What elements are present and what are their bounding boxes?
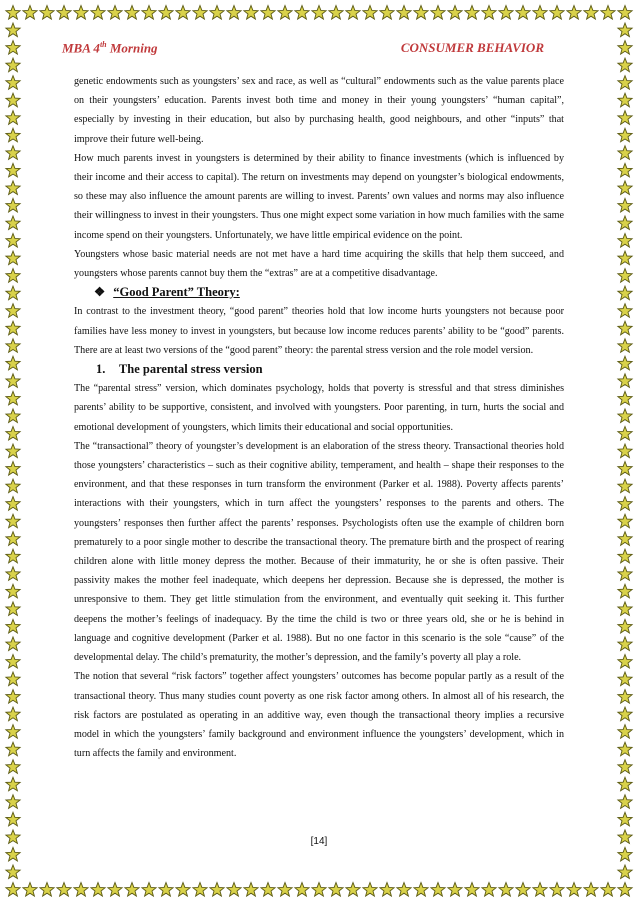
border-star-icon [618, 812, 632, 826]
border-star-icon [6, 427, 20, 441]
border-star-icon [40, 883, 54, 897]
border-star-icon [618, 514, 632, 528]
border-star-icon [6, 532, 20, 546]
border-star-icon [618, 216, 632, 230]
border-star-icon [550, 6, 564, 20]
border-star-icon [278, 6, 292, 20]
border-star-icon [618, 619, 632, 633]
border-star-icon [6, 391, 20, 405]
border-star-icon [397, 6, 411, 20]
border-star-icon [6, 514, 20, 528]
border-star-icon [6, 795, 20, 809]
border-star-icon [618, 146, 632, 160]
border-star-icon [6, 865, 20, 879]
border-star-icon [465, 883, 479, 897]
border-star-icon [261, 6, 275, 20]
border-star-icon [618, 6, 632, 20]
border-star-icon [6, 321, 20, 335]
border-star-icon [6, 655, 20, 669]
border-star-icon [618, 742, 632, 756]
border-star-icon [618, 777, 632, 791]
border-star-icon [57, 6, 71, 20]
border-star-icon [6, 23, 20, 37]
body-paragraph: The notion that several “risk factors” together affect youngsters’ outcomes has become popular partly as a result of the transactional theory. Thus many studies count poverty as one risk factor among others. In almost all of his research, the risk factors are postulated as operating in an additive way, even though the transactional theory implies a recursive model in which the youngsters’ family background and environment influence the youngsters’ development, which in turn affects the family and environment. [74, 671, 564, 760]
border-star-icon [618, 251, 632, 265]
border-star-icon [312, 883, 326, 897]
subsection-heading [74, 360, 564, 379]
border-star-icon [618, 286, 632, 300]
border-star-icon [414, 883, 428, 897]
border-star-icon [227, 883, 241, 897]
border-star-icon [618, 725, 632, 739]
border-star-icon [6, 742, 20, 756]
border-star-icon [6, 6, 20, 20]
course-label: MBA 4th Morning [62, 40, 158, 56]
border-star-icon [618, 532, 632, 546]
border-star-icon [6, 812, 20, 826]
border-star-icon [533, 6, 547, 20]
border-star-icon [6, 76, 20, 90]
border-star-icon [142, 6, 156, 20]
border-star-icon [227, 6, 241, 20]
border-star-icon [346, 6, 360, 20]
border-star-icon [176, 883, 190, 897]
border-star-icon [210, 6, 224, 20]
border-star-icon [6, 304, 20, 318]
border-star-icon [159, 6, 173, 20]
border-star-icon [380, 883, 394, 897]
border-star-icon [499, 6, 513, 20]
diamond-bullet-icon: ❖ [94, 285, 106, 300]
border-star-icon [516, 6, 530, 20]
border-star-icon [295, 6, 309, 20]
body-paragraph: The “parental stress” version, which dominates psychology, holds that poverty is stressful and that stress diminishes parents’ ability to be supportive, consistent, and involved with youngsters. Poor parenting, in turn, hurts the social and emotional development of youngsters, which limits their educational and social opportunities. [74, 383, 564, 433]
border-star-icon [618, 883, 632, 897]
border-star-icon [6, 339, 20, 353]
border-star-icon [329, 883, 343, 897]
border-star-icon [618, 356, 632, 370]
border-star-icon [363, 6, 377, 20]
border-star-icon [431, 6, 445, 20]
border-star-icon [584, 6, 598, 20]
border-star-icon [6, 356, 20, 370]
border-star-icon [91, 6, 105, 20]
border-star-icon [618, 339, 632, 353]
border-star-icon [601, 883, 615, 897]
border-star-icon [618, 163, 632, 177]
border-star-icon [159, 883, 173, 897]
border-star-icon [618, 111, 632, 125]
border-star-icon [193, 6, 207, 20]
border-star-icon [397, 883, 411, 897]
border-star-icon [618, 847, 632, 861]
border-star-icon [6, 497, 20, 511]
border-star-icon [6, 847, 20, 861]
border-star-icon [618, 497, 632, 511]
border-star-icon [193, 883, 207, 897]
border-star-icon [295, 883, 309, 897]
page-number: [14] [310, 836, 328, 847]
border-star-icon [601, 6, 615, 20]
border-star-icon [74, 6, 88, 20]
border-star-icon [618, 795, 632, 809]
body-paragraph: The “transactional” theory of youngster’s development is an elaboration of the stress theory. Transactional theories hold those youngsters’ characteristics – such as their cognitive ability, temperament, and health – shape their responses to the environment, and that these responses in turn transform the environment (Parker et al. 1988). Poverty affects parents’ interactions with their youngsters, which in turn affect the youngsters’ responses to the parents and others. The youngsters’ responses then further affect the parents’ responses. Psychologists often use the example of children born prematurely to a poor single mother to describe the transactional theory. The premature birth and the prospect of rearing children alone with little money depress the mother. Because of their immaturity, he or she is often passive. Their passivity makes the mother feel inadequate, which deepens her depression. Because she is depressed, the mother is unresponsive to them. They get little stimulation from the environment, and eventually quit seeking it. This further deepens the mother’s feelings of inadequacy. By the time the child is two or three years old, she or he is behind in language and cognitive development (Parker et al. 1988). But no one factor in this scenario is the sole “cause” of the developmental delay. The child’s prematurity, the mother’s depression, and the family’s poverty all play a role. [74, 440, 564, 664]
border-star-icon [618, 321, 632, 335]
border-star-icon [618, 462, 632, 476]
border-star-icon [363, 883, 377, 897]
border-star-icon [6, 479, 20, 493]
border-star-icon [618, 584, 632, 598]
border-star-icon [550, 883, 564, 897]
border-star-icon [6, 602, 20, 616]
border-star-icon [6, 234, 20, 248]
border-star-icon [6, 163, 20, 177]
border-star-icon [125, 883, 139, 897]
border-star-icon [618, 602, 632, 616]
border-star-icon [618, 865, 632, 879]
body-paragraph: In contrast to the investment theory, “good parent” theories hold that low income hurts youngsters not because poor families have less money to invest in youngsters, but because low income reduces parents’ ability to be “good” parents. There are at least two versions of the “good parent” theory: the parental stress version and the role model version. [74, 306, 564, 356]
border-star-icon [329, 6, 343, 20]
border-star-icon [618, 128, 632, 142]
border-star-icon [533, 883, 547, 897]
border-star-icon [6, 58, 20, 72]
border-star-icon [618, 23, 632, 37]
border-star-icon [23, 883, 37, 897]
border-star-icon [6, 198, 20, 212]
border-star-icon [142, 883, 156, 897]
body-paragraph: Youngsters whose basic material needs are not met have a hard time acquiring the skills that help them succeed, and youngsters whose parents cannot buy them the “extras” are at a competitive disadvantage. [74, 248, 564, 280]
border-star-icon [618, 690, 632, 704]
page-header [62, 40, 576, 56]
border-star-icon [618, 427, 632, 441]
border-star-icon [618, 760, 632, 774]
border-star-icon [6, 619, 20, 633]
border-star-icon [618, 391, 632, 405]
border-star-icon [499, 883, 513, 897]
border-star-icon [6, 216, 20, 230]
border-star-icon [57, 883, 71, 897]
border-star-icon [6, 883, 20, 897]
border-star-icon [380, 6, 394, 20]
border-star-icon [176, 6, 190, 20]
border-star-icon [6, 93, 20, 107]
border-star-icon [6, 444, 20, 458]
border-star-icon [91, 883, 105, 897]
border-star-icon [618, 637, 632, 651]
subsection-number: 1. [96, 362, 106, 377]
border-star-icon [108, 6, 122, 20]
subsection-title: The parental stress version [118, 362, 263, 377]
border-star-icon [465, 6, 479, 20]
border-star-icon [6, 286, 20, 300]
border-star-icon [618, 58, 632, 72]
border-star-icon [6, 725, 20, 739]
border-star-icon [618, 181, 632, 195]
border-star-icon [6, 409, 20, 423]
border-star-icon [23, 6, 37, 20]
border-star-icon [618, 567, 632, 581]
border-star-icon [584, 883, 598, 897]
border-star-icon [618, 374, 632, 388]
border-star-icon [125, 6, 139, 20]
border-star-icon [618, 655, 632, 669]
border-star-icon [414, 6, 428, 20]
border-star-icon [261, 883, 275, 897]
border-star-icon [108, 883, 122, 897]
border-star-icon [618, 93, 632, 107]
border-star-icon [482, 883, 496, 897]
border-star-icon [618, 672, 632, 686]
border-star-icon [618, 549, 632, 563]
border-star-icon [6, 146, 20, 160]
border-star-icon [482, 6, 496, 20]
border-star-icon [6, 777, 20, 791]
border-star-icon [618, 76, 632, 90]
subject-title: CONSUMER BEHAVIOR [400, 40, 544, 55]
border-star-icon [6, 672, 20, 686]
border-star-icon [618, 198, 632, 212]
border-star-icon [567, 6, 581, 20]
border-star-icon [618, 304, 632, 318]
border-star-icon [618, 479, 632, 493]
border-star-icon [278, 883, 292, 897]
border-star-icon [448, 883, 462, 897]
border-star-icon [618, 234, 632, 248]
border-star-icon [618, 409, 632, 423]
border-star-icon [618, 707, 632, 721]
border-star-icon [244, 6, 258, 20]
border-star-icon [6, 760, 20, 774]
border-star-icon [448, 6, 462, 20]
border-star-icon [6, 549, 20, 563]
border-star-icon [74, 883, 88, 897]
border-star-icon [6, 269, 20, 283]
border-star-icon [244, 883, 258, 897]
border-star-icon [6, 128, 20, 142]
border-star-icon [6, 462, 20, 476]
body-paragraph: How much parents invest in youngsters is determined by their ability to finance investments (which is influenced by their income and their access to capital). The return on investments may depend on youngster’s biological endowments, so these may also influence the amount parents are willing to invest. Parents’ own values and norms may also influence their willingness to invest in their youngsters. Thus one might expect some variation in how much families with the same income spend on their youngsters. Unfortunately, we have little empirical evidence on the point. [74, 152, 564, 241]
page-body [74, 72, 564, 763]
border-star-icon [6, 374, 20, 388]
border-star-icon [567, 883, 581, 897]
border-star-icon [431, 883, 445, 897]
border-star-icon [6, 41, 20, 55]
border-star-icon [210, 883, 224, 897]
border-star-icon [312, 6, 326, 20]
border-star-icon [618, 269, 632, 283]
border-star-icon [6, 567, 20, 581]
border-star-icon [516, 883, 530, 897]
border-star-icon [618, 444, 632, 458]
body-paragraph: genetic endowments such as youngsters’ sex and race, as well as “cultural” endowments such as the value parents place on their youngsters’ education. Parents invest both time and money in their young youngsters’ “human capital”, especially by investing in their education, but also by purchasing health, good neighbours, and other “inputs” that improve their future well-being. [74, 76, 564, 145]
border-star-icon [6, 251, 20, 265]
border-star-icon [6, 181, 20, 195]
border-star-icon [346, 883, 360, 897]
border-star-icon [6, 584, 20, 598]
border-star-icon [6, 707, 20, 721]
border-star-icon [618, 41, 632, 55]
border-star-icon [6, 111, 20, 125]
border-star-icon [40, 6, 54, 20]
border-star-icon [6, 690, 20, 704]
section-heading [74, 283, 564, 302]
border-star-icon [6, 637, 20, 651]
section-heading-text: “Good Parent” Theory: [113, 285, 240, 300]
